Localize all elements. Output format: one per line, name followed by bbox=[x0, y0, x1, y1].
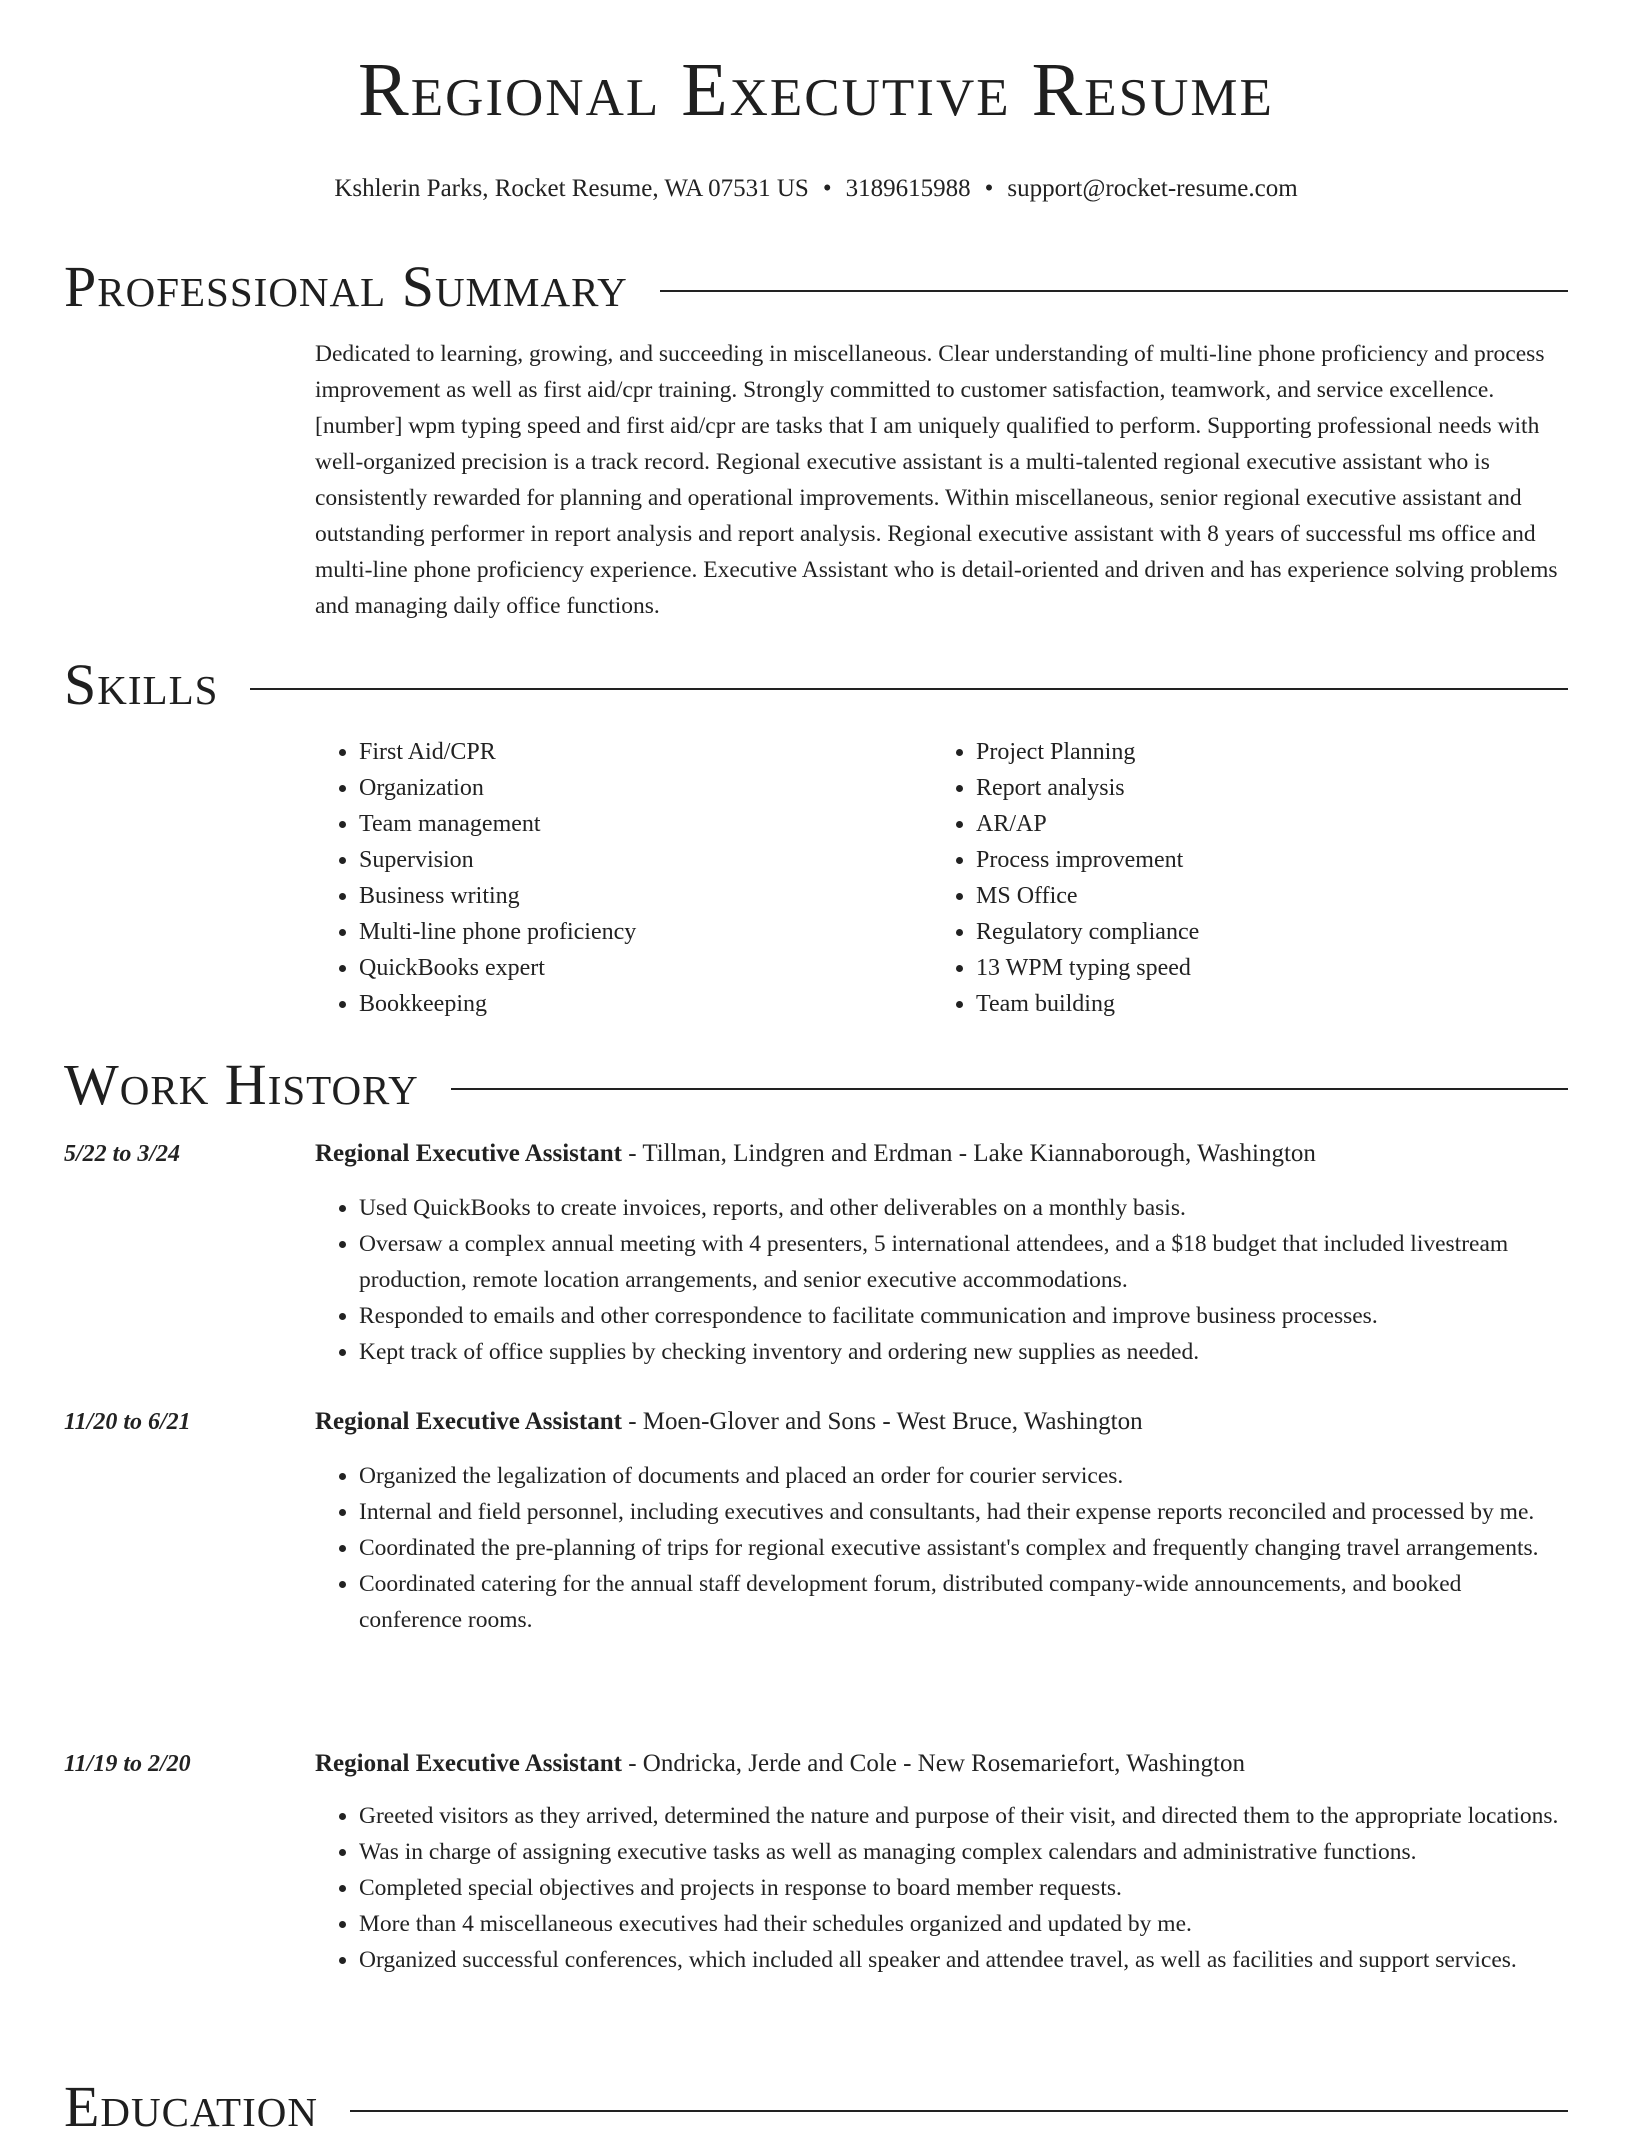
skill-item: • First Aid/CPR bbox=[359, 734, 932, 770]
job-bullet: • Organized successful conferences, which included all speaker and attendee travel, as well as facilities and support services. bbox=[359, 1942, 1570, 1978]
education-section-header bbox=[64, 2072, 1568, 2142]
section-divider bbox=[451, 1088, 1568, 1090]
job-bullet: • Coordinated catering for the annual staff development forum, distributed company-wide announcements, and booked conference rooms. bbox=[359, 1566, 1570, 1638]
resume-title: Regional Executive Resume bbox=[358, 48, 1274, 132]
job-dates: 11/19 to 2/20 bbox=[64, 1751, 191, 1777]
skill-item: • Organization bbox=[359, 770, 932, 806]
job-bullet: • Was in charge of assigning executive tasks as well as managing complex calendars and administrative functions. bbox=[359, 1834, 1570, 1870]
job-role: Regional Executive Assistant bbox=[315, 1750, 622, 1777]
job-bullet: • More than 4 miscellaneous executives had their schedules organized and updated by me. bbox=[359, 1906, 1570, 1942]
skill-item: • Team building bbox=[976, 986, 1549, 1022]
job-bullet: • Responded to emails and other correspondence to facilitate communication and improve business processes. bbox=[359, 1298, 1570, 1334]
job-bullet: • Greeted visitors as they arrived, determined the nature and purpose of their visit, and directed them to the appropriate locations. bbox=[359, 1798, 1570, 1834]
section-divider bbox=[660, 290, 1568, 292]
skill-item: • Regulatory compliance bbox=[976, 914, 1549, 950]
job-heading bbox=[315, 1136, 1316, 1172]
contact-address: Kshlerin Parks, Rocket Resume, WA 07531 US bbox=[334, 175, 809, 202]
contact-separator: • bbox=[822, 175, 832, 202]
job-bullets bbox=[315, 1798, 1570, 1978]
skill-item: • MS Office bbox=[976, 878, 1549, 914]
skill-item: • Project Planning bbox=[976, 734, 1549, 770]
skill-item: • Business writing bbox=[359, 878, 932, 914]
job-bullet: • Internal and field personnel, including executives and consultants, had their expense reports reconciled and processed by me. bbox=[359, 1494, 1570, 1530]
job-dates: 5/22 to 3/24 bbox=[64, 1141, 181, 1167]
job-employer: - Tillman, Lindgren and Erdman - Lake Kiannaborough, Washington bbox=[621, 1140, 1316, 1167]
job-bullet: • Kept track of office supplies by checking inventory and ordering new supplies as needed. bbox=[359, 1334, 1570, 1370]
skill-item: • QuickBooks expert bbox=[359, 950, 932, 986]
contact-separator: • bbox=[984, 175, 994, 202]
summary-text: Dedicated to learning, growing, and succeeding in miscellaneous. Clear understanding of multi-line phone proficiency and process improvement as well as first aid/cpr training. Strongly committed to customer satisfaction, teamwork, and service excellence. [number] wpm typing speed and first aid/cpr are tasks that I am uniquely qualified to perform. Supporting professional needs with well-organized precision is a track record. Regional executive assistant is a multi-talented regional executive assistant who is consistently rewarded for planning and operational improvements. Within miscellaneous, senior regional executive assistant and outstanding performer in report analysis and report analysis. Regional executive assistant with 8 years of successful ms office and multi-line phone proficiency experience. Executive Assistant who is detail-oriented and driven and has experience solving problems and managing daily office functions. bbox=[315, 341, 1558, 619]
skill-item: • AR/AP bbox=[976, 806, 1549, 842]
job-employer: - Ondricka, Jerde and Cole - New Rosemariefort, Washington bbox=[621, 1750, 1245, 1777]
work-section-header bbox=[64, 1050, 1568, 1120]
job-heading bbox=[315, 1404, 1143, 1440]
section-divider bbox=[250, 688, 1568, 690]
skill-item: • 13 WPM typing speed bbox=[976, 950, 1549, 986]
job-role: Regional Executive Assistant bbox=[315, 1408, 622, 1435]
skills-column-right bbox=[932, 734, 1549, 1022]
job-bullets bbox=[315, 1458, 1570, 1638]
skill-item: • Report analysis bbox=[976, 770, 1549, 806]
section-title: Skills bbox=[64, 652, 219, 717]
job-bullet: • Completed special objectives and projects in response to board member requests. bbox=[359, 1870, 1570, 1906]
job-role: Regional Executive Assistant bbox=[315, 1140, 622, 1167]
skills-section-header bbox=[64, 650, 1568, 720]
contact-email: support@rocket-resume.com bbox=[1007, 175, 1298, 202]
job-bullet: • Oversaw a complex annual meeting with 4 presenters, 5 international attendees, and a $18 budget that included livestream production, remote location arrangements, and senior executive accommodations. bbox=[359, 1226, 1570, 1298]
job-bullets bbox=[315, 1190, 1570, 1370]
summary-section-header bbox=[64, 252, 1568, 322]
job-dates: 11/20 to 6/21 bbox=[64, 1409, 191, 1435]
contact-phone: 3189615988 bbox=[845, 175, 971, 202]
skill-item: • Team management bbox=[359, 806, 932, 842]
skill-item: • Multi-line phone proficiency bbox=[359, 914, 932, 950]
section-title: Education bbox=[64, 2074, 318, 2139]
skill-item: • Supervision bbox=[359, 842, 932, 878]
contact-line bbox=[0, 175, 1632, 203]
job-bullet: • Coordinated the pre-planning of trips for regional executive assistant's complex and frequently changing travel arrangements. bbox=[359, 1530, 1570, 1566]
skill-item: • Process improvement bbox=[976, 842, 1549, 878]
skill-item: • Bookkeeping bbox=[359, 986, 932, 1022]
job-bullet: • Organized the legalization of documents and placed an order for courier services. bbox=[359, 1458, 1570, 1494]
job-employer: - Moen-Glover and Sons - West Bruce, Washington bbox=[621, 1408, 1143, 1435]
skills-list bbox=[315, 734, 1570, 1022]
job-bullet: • Used QuickBooks to create invoices, reports, and other deliverables on a monthly basis. bbox=[359, 1190, 1570, 1226]
job-heading bbox=[315, 1746, 1245, 1782]
section-title: Professional Summary bbox=[64, 254, 628, 319]
skills-column-left bbox=[315, 734, 932, 1022]
section-title: Work History bbox=[64, 1052, 419, 1117]
